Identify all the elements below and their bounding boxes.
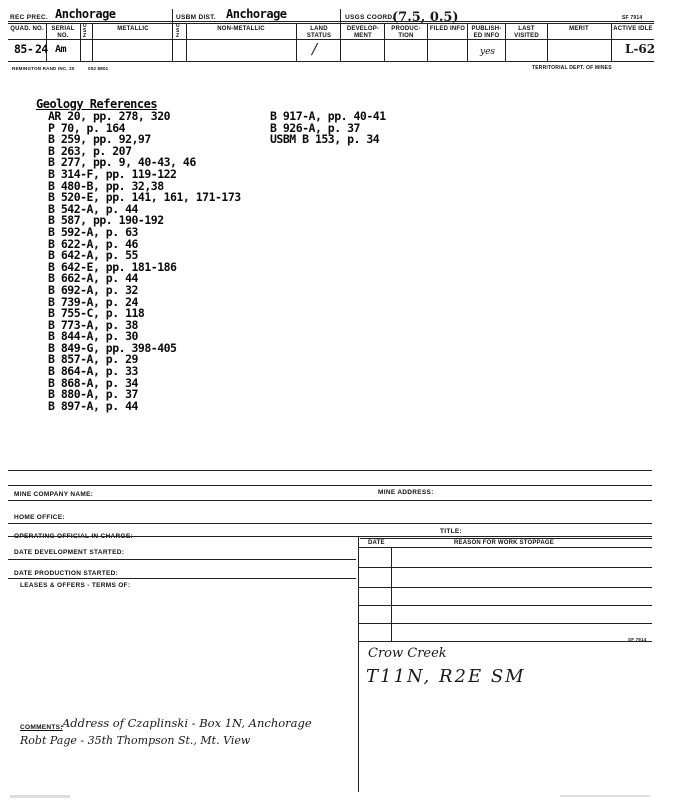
reference-entry: B 542-A, p. 44 <box>48 201 138 216</box>
metallic-value: Am <box>55 44 67 55</box>
mine-address-label: MINE ADDRESS: <box>378 489 434 496</box>
reference-entry: B 864-A, p. 33 <box>48 364 138 379</box>
col-merit: MERIT <box>569 26 589 32</box>
references-right-column <box>270 111 386 146</box>
territorial-dept: TERRITORIAL DEPT. OF MINES <box>532 65 612 71</box>
scan-noise <box>10 795 70 798</box>
date-column-header: DATE <box>368 540 385 546</box>
reference-entry: B 739-A, p. 24 <box>48 294 138 309</box>
date-production-started-label: DATE PRODUCTION STARTED: <box>14 570 119 577</box>
mine-company-name-label: MINE COMPANY NAME: <box>14 491 94 498</box>
reference-entry: B 520-E, pp. 141, 161, 171-173 <box>48 190 241 205</box>
reference-entry: B 773-A, p. 38 <box>48 317 138 332</box>
usbm-dist-value: Anchorage <box>226 7 287 21</box>
col-production: PRODUC- TION <box>391 26 421 39</box>
col-land-status: LAND STATUS <box>306 26 332 39</box>
reference-entry: B 844-A, p. 30 <box>48 329 138 344</box>
col-quad-no: QUAD. NO. <box>10 26 44 32</box>
rec-prec-value: Anchorage <box>55 7 116 21</box>
reference-entry: B 926-A, p. 37 <box>270 120 360 135</box>
serial-value: 24 <box>35 42 48 56</box>
date-development-started-label: DATE DEVELOPMENT STARTED: <box>14 549 125 556</box>
reference-entry: USBM B 153, p. 34 <box>270 132 380 147</box>
location-handwritten-1: Crow Creek <box>368 646 447 661</box>
col-usz-1: U S Z <box>83 23 87 39</box>
usbm-dist-label: USBM DIST. <box>176 14 216 21</box>
usgs-coord-value: (7.5, 0.5) <box>392 10 459 25</box>
reference-entry: B 622-A, p. 46 <box>48 236 138 251</box>
references-left-column <box>48 111 241 412</box>
active-idle-value: L-62 <box>625 42 656 56</box>
reason-column-header: REASON FOR WORK STOPPAGE <box>454 540 554 546</box>
land-status-value: / <box>312 40 318 58</box>
leases-offers-label: LEASES & OFFERS - TERMS OF: <box>20 582 131 589</box>
col-usz-2: U S Z <box>176 23 180 39</box>
comments-line-2: Robt Page - 35th Thompson St., Mt. View <box>20 734 251 747</box>
reference-entry: AR 20, pp. 278, 320 <box>48 109 171 123</box>
title-label: TITLE: <box>440 528 463 535</box>
reference-entry: B 917-A, pp. 40-41 <box>270 109 386 123</box>
reference-entry: B 868-A, p. 34 <box>48 375 138 390</box>
comments-line-1: Address of Czaplinski - Box 1N, Anchorage <box>62 716 312 730</box>
rec-prec-label: REC PREC. <box>10 14 49 21</box>
reference-entry: B 857-A, p. 29 <box>48 352 138 367</box>
col-serial-no: SERIAL NO. <box>51 26 75 39</box>
reference-entry: B 277, pp. 9, 40-43, 46 <box>48 155 196 170</box>
printer-code: 002 8801 <box>88 66 109 71</box>
reference-entry: B 692-A, p. 32 <box>48 282 138 297</box>
col-non-metallic: NON-METALLIC <box>217 26 265 32</box>
printer-line: REMINGTON RAND INC. 20 <box>12 66 75 71</box>
reference-entry: B 897-A, p. 44 <box>48 398 138 413</box>
reference-entry: B 642-A, p. 55 <box>48 248 138 263</box>
reference-entry: B 592-A, p. 63 <box>48 224 138 239</box>
reference-entry: P 70, p. 164 <box>48 120 126 135</box>
scan-noise <box>560 795 650 797</box>
form-number-top: SF 7914 <box>622 15 643 21</box>
reference-entry: B 259, pp. 92,97 <box>48 132 151 147</box>
references-heading: Geology References <box>36 97 158 111</box>
quad-value: 85- <box>14 42 34 56</box>
reference-entry: B 755-C, p. 118 <box>48 306 145 321</box>
comments-label: COMMENTS: <box>20 724 63 731</box>
reference-entry: B 480-B, pp. 32,38 <box>48 178 164 193</box>
reference-entry: B 263, p. 207 <box>48 143 132 158</box>
reference-entry: B 662-A, p. 44 <box>48 271 138 286</box>
col-development: DEVELOP- MENT <box>346 26 380 39</box>
col-last-visited: LAST VISITED <box>514 26 539 39</box>
col-metallic: METALLIC <box>117 26 149 32</box>
location-handwritten-2: T11N, R2E SM <box>366 666 526 687</box>
col-published-info: PUBLISH- ED INFO <box>471 26 502 39</box>
usgs-coord-label: USGS COORD. <box>345 14 395 21</box>
reference-entry: B 642-E, pp. 181-186 <box>48 259 177 274</box>
home-office-label: HOME OFFICE: <box>14 514 65 521</box>
col-filed-info: FILED INFO <box>429 26 466 32</box>
col-active-idle: ACTIVE IDLE <box>613 26 653 32</box>
reference-entry: B 849-G, pp. 398-405 <box>48 340 177 355</box>
form-number-bottom: SF 7914 <box>628 637 647 642</box>
reference-entry: B 880-A, p. 37 <box>48 387 138 402</box>
reference-entry: B 314-F, pp. 119-122 <box>48 166 177 181</box>
published-info-value: yes <box>480 47 496 57</box>
reference-entry: B 587, pp. 190-192 <box>48 213 164 228</box>
operating-official-label: OPERATING OFFICIAL IN CHARGE: <box>14 533 133 540</box>
